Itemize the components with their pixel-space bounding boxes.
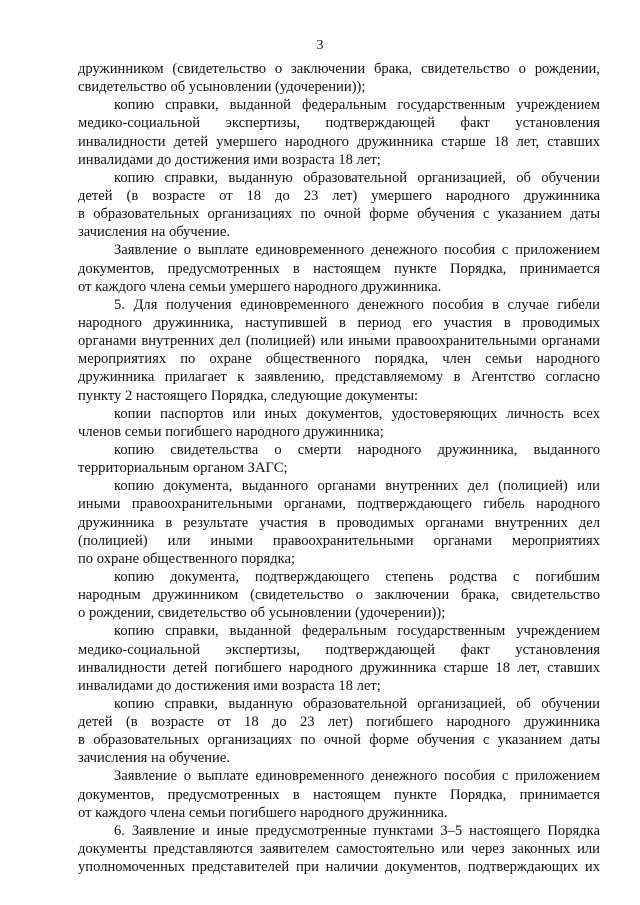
paragraph [78,695,600,768]
paragraph [78,405,600,441]
paragraph [78,241,600,295]
text-line: от каждого члена семьи умершего народного дружинника. [78,278,442,295]
text-line: территориальным органом ЗАГС; [78,460,288,477]
text-line: органами внутренних дел (полицией) или иными правоохранительными органами [78,333,600,350]
text-line: членов семьи погибшего народного дружинника; [78,423,384,440]
text-line: Заявление о выплате единовременного денежного пособия с приложением [114,242,600,259]
text-line: свидетельство об усыновлении (удочерении)); [78,79,366,96]
text-line: о рождении, свидетельство об усыновлении (удочерении)); [78,605,446,622]
text-line: дружинника в результате участия в проводимых органами внутренних дел [78,514,600,531]
text-line: инвалидами до достижения ими возраста 18 лет; [78,677,381,694]
text-line: народным дружинником (свидетельство о заключении брака, свидетельство [78,587,600,604]
text-line: народного дружинника, наступившей в период его участия в проводимых [78,314,600,331]
text-line: копию справки, выданную образовательной организацией, об обучении [114,169,600,186]
text-line: инвалидности детей умершего народного дружинника старше 18 лет, ставших [78,133,600,150]
text-line: копии паспортов или иных документов, удостоверяющих личность всех [114,405,600,422]
text-line: копию документа, подтверждающего степень родства с погибшим [114,568,600,585]
text-line: копию справки, выданной федеральным государственным учреждением [114,623,600,640]
text-line: медико-социальной экспертизы, подтверждающей факт установления [78,641,600,658]
text-line: копию документа, выданного органами внутренних дел (полицией) или [114,478,600,495]
paragraph [78,169,600,242]
paragraph [78,568,600,622]
text-line: мероприятиях по охране общественного порядка, член семьи народного [78,351,600,368]
text-line: инвалидами до достижения ими возраста 18 лет; [78,151,381,168]
document-body [78,60,600,876]
text-line: (полицией) или иными правоохранительными органами мероприятиях [78,532,600,549]
paragraph [78,767,600,821]
text-line: 5. Для получения единовременного денежного пособия в случае гибели [114,296,600,313]
text-line: копию справки, выданной федеральным государственным учреждением [114,97,600,114]
text-line: документы представляются заявителем самостоятельно или через законных или [78,841,600,858]
text-line: инвалидности детей погибшего народного дружинника старше 18 лет, ставших [78,659,600,676]
text-line: по охране общественного порядка; [78,550,296,567]
text-line: документов, предусмотренных в настоящем пункте Порядка, принимается [78,260,600,277]
text-line: копию справки, выданную образовательной организацией, об обучении [114,695,600,712]
text-line: медико-социальной экспертизы, подтверждающей факт установления [78,115,600,132]
paragraph [78,441,600,477]
paragraph [78,822,600,876]
paragraph [78,296,600,405]
text-line: в образовательных организациях по очной форме обучения с указанием даты [78,206,600,223]
paragraph [78,96,600,169]
text-line: уполномоченных представителей при наличии документов, подтверждающих их [78,859,600,876]
text-line: дружинника прилагает к заявлению, представляемому в Агентство согласно [78,369,600,386]
text-line: копию свидетельства о смерти народного дружинника, выданного [114,441,600,458]
text-line: дружинником (свидетельство о заключении брака, свидетельство о рождении, [78,61,600,77]
text-line: иными правоохранительными органами, подтверждающего гибель народного [78,496,600,513]
text-line: детей (в возрасте от 18 до 23 лет) погибшего народного дружинника [78,714,600,731]
paragraph [78,60,600,96]
text-line: Заявление о выплате единовременного денежного пособия с приложением [114,768,600,785]
text-line: 6. Заявление и иные предусмотренные пунктами 3–5 настоящего Порядка [114,822,600,839]
text-line: в образовательных организациях по очной форме обучения с указанием даты [78,732,600,749]
page-number: 3 [316,38,324,53]
text-line: документов, предусмотренных в настоящем пункте Порядка, принимается [78,786,600,803]
paragraph [78,622,600,695]
text-line: зачисления на обучение. [78,224,230,241]
text-line: пункту 2 настоящего Порядка, следующие документы: [78,387,419,404]
text-line: от каждого члена семьи погибшего народного дружинника. [78,804,448,821]
text-line: зачисления на обучение. [78,750,230,767]
paragraph [78,477,600,568]
text-line: детей (в возрасте от 18 до 23 лет) умершего народного дружинника [78,187,600,204]
